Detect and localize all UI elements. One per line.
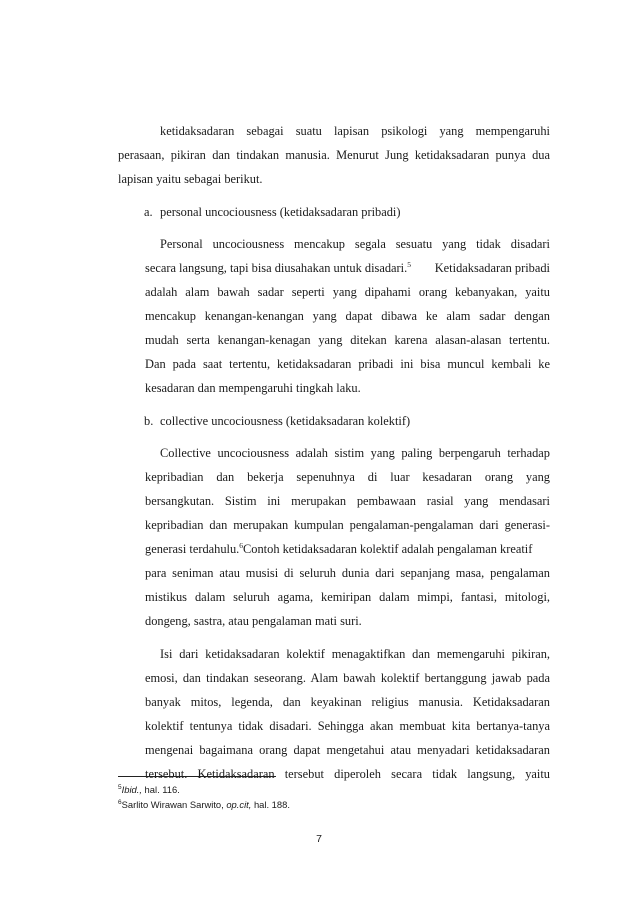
paragraph-line: perasaan, pikiran dan tindakan manusia. Menurut Jung ketidaksadaran punya dua: [118, 148, 550, 162]
paragraph-line: [145, 260, 550, 275]
footnote-number: 6: [118, 799, 122, 806]
paragraph-line: tersebut. Ketidaksadaran tersebut diperoleh secara tidak langsung, yaitu: [145, 767, 550, 781]
list-heading-b: collective uncociousness (ketidaksadaran kolektif): [160, 414, 411, 428]
paragraph-line: banyak mitos, legenda, dan keyakinan religius manusia. Ketidaksadaran: [145, 695, 550, 709]
list-marker-a: a.: [144, 205, 153, 219]
footnote-text: hal. 116.: [141, 784, 180, 795]
paragraph-line: mistikus dalam seluruh agama, kemiripan dalam mimpi, fantasi, mitologi,: [145, 590, 550, 604]
line-text: Ketidaksadaran pribadi: [434, 261, 550, 275]
line-text: secara langsung, tapi bisa diusahakan untuk disadari.: [145, 261, 408, 275]
paragraph-line: mudah serta kenangan-kenagan yang ditekan karena alasan-alasan tertentu.: [145, 333, 550, 347]
footnote-number: 5: [118, 784, 122, 791]
footnote-italic: op.cit,: [226, 799, 252, 810]
paragraph-line: mencakup kenangan-kenangan yang dapat dibawa ke alam sadar dengan: [145, 309, 550, 323]
paragraph-line: kepribadian dan merupakan kumpulan pengalaman-pengalaman dari generasi-: [145, 518, 550, 532]
paragraph-line: para seniman atau musisi di seluruh dunia dari sepanjang masa, pengalaman: [145, 566, 550, 580]
paragraph-line: kepribadian dan bekerja sepenuhnya di luar kesadaran orang yang: [145, 470, 550, 484]
paragraph-line: Isi dari ketidaksadaran kolektif menagaktifkan dan memengaruhi pikiran,: [160, 647, 550, 661]
paragraph-line: dongeng, sastra, atau pengalaman mati suri.: [145, 614, 362, 628]
footnote-separator: [118, 776, 276, 777]
paragraph-line: adalah alam bawah sadar seperti yang dipahami orang kebanyakan, yaitu: [145, 285, 550, 299]
paragraph-line: mengenai bagaimana orang dapat mengetahui atau menyadari ketidaksadaran: [145, 743, 550, 757]
paragraph-line: kolektif tentunya tidak disadari. Sehingga akan membuat kita bertanya-tanya: [145, 719, 550, 733]
footnote-text: hal. 188.: [251, 799, 290, 810]
footnote-ref-6: 6: [239, 541, 244, 550]
paragraph-line: [145, 542, 532, 556]
paragraph-line: ketidaksadaran sebagai suatu lapisan psikologi yang mempengaruhi: [160, 124, 550, 138]
footnote-5: [118, 784, 180, 796]
paragraph-line: Collective uncociousness adalah sistim yang paling berpengaruh terhadap: [160, 446, 550, 460]
page-number: 7: [316, 833, 322, 845]
paragraph-line: Personal uncociousness mencakup segala sesuatu yang tidak disadari: [160, 237, 550, 251]
paragraph-line: kesadaran dan mempengaruhi tingkah laku.: [145, 381, 361, 395]
footnote-text: Sarlito Wirawan Sarwito,: [121, 799, 227, 810]
paragraph-line: lapisan yaitu sebagai berikut.: [118, 172, 263, 186]
footnote-6: [118, 799, 290, 811]
paragraph-line: bersangkutan. Sistim ini merupakan pembawaan rasial yang mendasari: [145, 494, 550, 508]
footnote-italic: Ibid.,: [121, 784, 142, 795]
list-heading-a: personal uncociousness (ketidaksadaran pribadi): [160, 205, 401, 219]
line-text: Contoh ketidaksadaran kolektif adalah pengalaman kreatif: [243, 542, 533, 556]
line-text: generasi terdahulu.: [145, 542, 240, 556]
paragraph-line: emosi, dan tindakan seseorang. Alam bawah kolektif bertanggung jawab pada: [145, 671, 550, 685]
list-marker-b: b.: [144, 414, 154, 428]
footnote-ref-5: 5: [407, 260, 411, 269]
paragraph-line: Dan pada saat tertentu, ketidaksadaran pribadi ini bisa muncul kembali ke: [145, 357, 550, 371]
